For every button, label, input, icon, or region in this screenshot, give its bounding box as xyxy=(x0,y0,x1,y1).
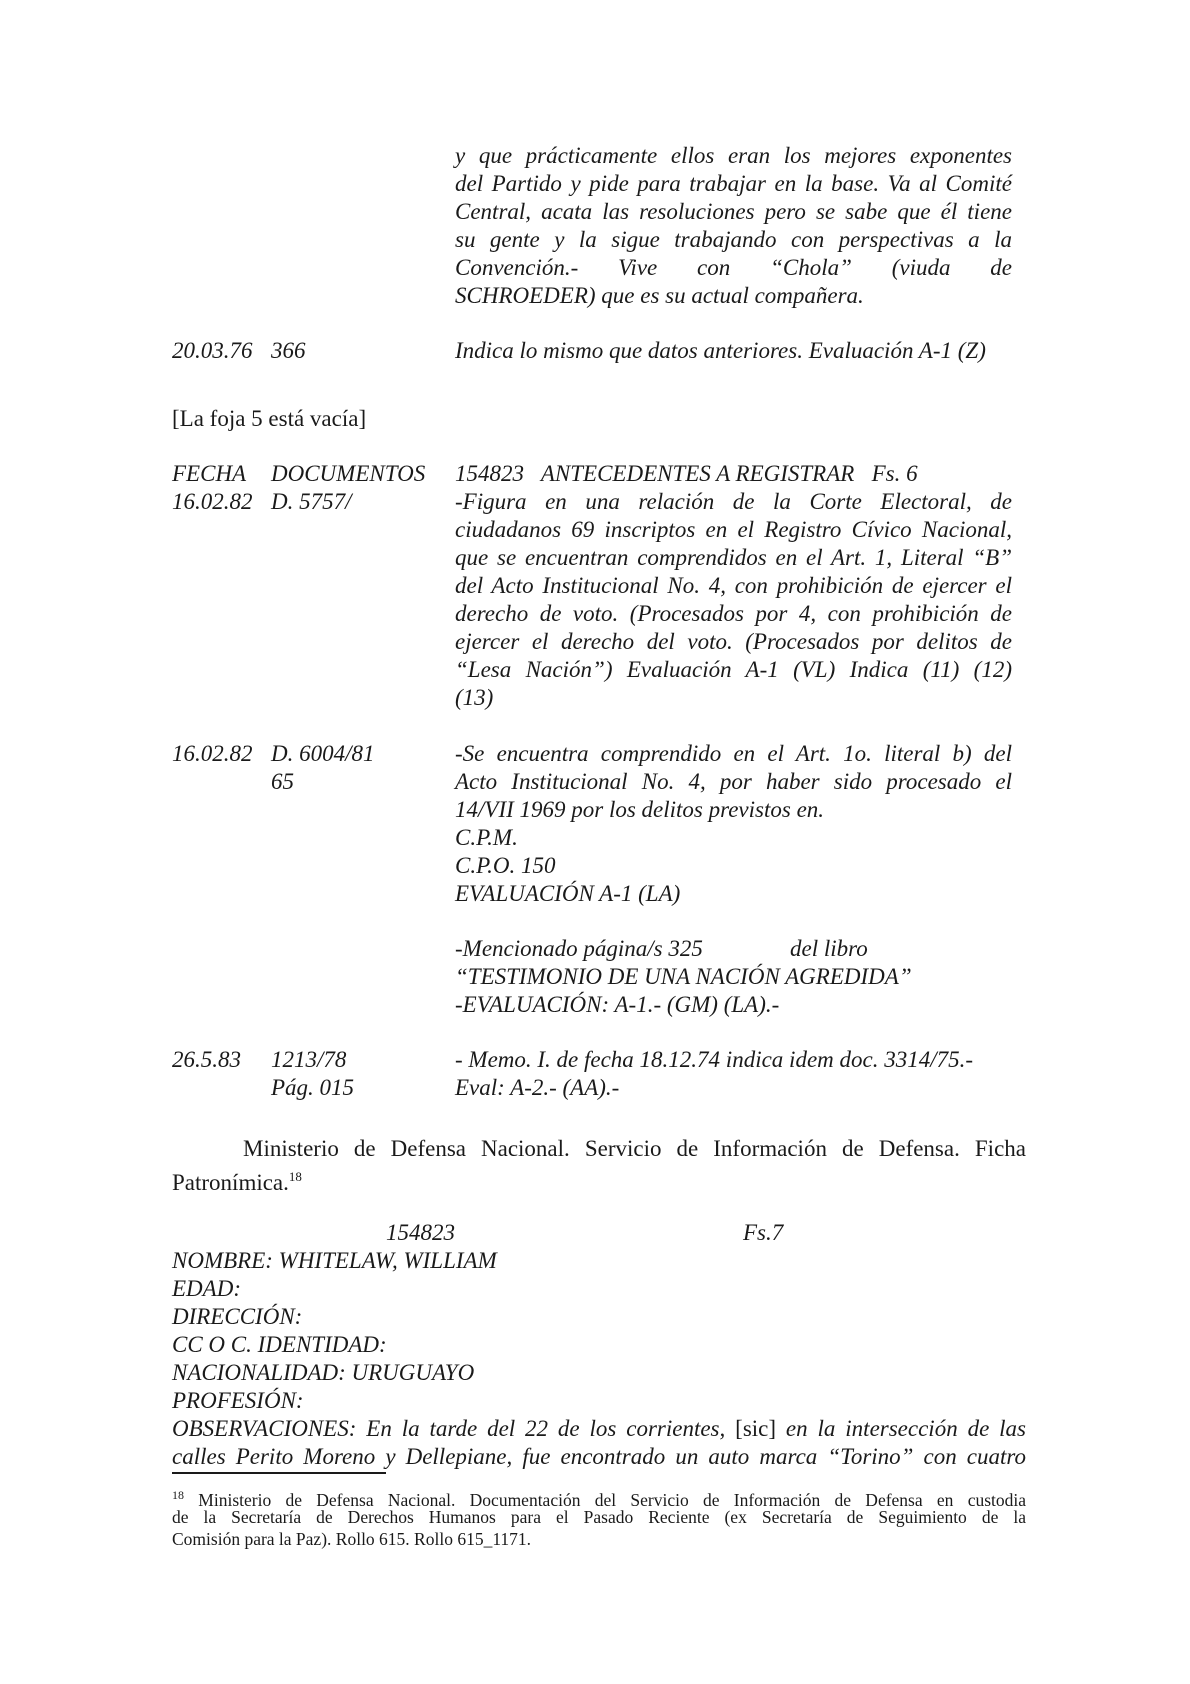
field-nombre: NOMBRE: WHITELAW, WILLIAM xyxy=(172,1248,497,1273)
text-line: Central, acata las resoluciones pero se sabe que él tiene xyxy=(455,199,1012,224)
entry-date: 20.03.76 xyxy=(172,338,253,363)
entry-text: Indica lo mismo que datos anteriores. Evaluación A-1 (Z) xyxy=(455,338,986,363)
entry-text xyxy=(455,740,1012,824)
text-line: derecho de voto. (Procesados por 4, con prohibición de xyxy=(455,601,1012,626)
evaluation: -EVALUACIÓN: A-1.- (GM) (LA).- xyxy=(455,992,780,1017)
text-line: Convención.- Vive con “Chola” (viuda de xyxy=(455,255,1012,280)
text-line xyxy=(172,1163,1026,1195)
field-observaciones xyxy=(172,1415,1026,1471)
field-edad: EDAD: xyxy=(172,1276,241,1301)
entry-document: D. 5757/ xyxy=(271,489,352,514)
ficha-folio: Fs.7 xyxy=(743,1220,784,1245)
entry-text xyxy=(455,488,1012,712)
body-paragraph xyxy=(172,1135,1026,1195)
text-fragment: Ministerio de Defensa Nacional. Documentación del Servicio de Información de Defensa en custodia xyxy=(198,1490,1027,1510)
text-line: -Se encuentra comprendido en el Art. 1o. literal b) del xyxy=(455,741,1012,766)
text-line: del Partido y pide para trabajar en la base. Va al Comité xyxy=(455,171,1012,196)
foja-note: [La foja 5 está vacía] xyxy=(172,406,367,431)
text-line: (13) xyxy=(455,685,494,710)
text-fragment: en la intersección de las xyxy=(785,1416,1027,1441)
text-fragment: OBSERVACIONES: En la tarde del 22 de los corrientes, xyxy=(172,1416,726,1441)
entry-date: 16.02.82 xyxy=(172,489,253,514)
text-line: 14/VII 1969 por los delitos previstos en. xyxy=(455,797,825,822)
text-line: que se encuentran comprendidos en el Art. 1, Literal “B” xyxy=(455,545,1012,570)
entry-text: - Memo. I. de fecha 18.12.74 indica idem doc. 3314/75.- xyxy=(455,1047,974,1072)
text-line: Acto Institucional No. 4, por haber sido procesado el xyxy=(455,769,1012,794)
field-profesion: PROFESIÓN: xyxy=(172,1388,304,1413)
column-header-fecha: FECHA xyxy=(172,461,247,486)
text-line: “Lesa Nación”) Evaluación A-1 (VL) Indica (11) (12) xyxy=(455,657,1012,682)
field-identidad: CC O C. IDENTIDAD: xyxy=(172,1332,387,1357)
text-line: ciudadanos 69 inscriptos en el Registro Cívico Nacional, xyxy=(455,517,1012,542)
entry-date: 26.5.83 xyxy=(172,1047,241,1072)
footnote xyxy=(172,1484,1026,1550)
text-line: SCHROEDER) que es su actual compañera. xyxy=(455,283,864,308)
field-direccion: DIRECCIÓN: xyxy=(172,1304,303,1329)
code-cpo: C.P.O. 150 xyxy=(455,853,556,878)
evaluation: EVALUACIÓN A-1 (LA) xyxy=(455,881,681,906)
text-line: ejercer el derecho del voto. (Procesados por delitos de xyxy=(455,629,1012,654)
text-line: su gente y la sigue trabajando con perspectivas a la xyxy=(455,227,1012,252)
text-line: de la Secretaría de Derechos Humanos para el Pasado Reciente (ex Secretaría de Seguimiento de la xyxy=(172,1507,1026,1527)
entry-document-number: 65 xyxy=(271,769,294,794)
entry-document: 1213/78 xyxy=(271,1047,347,1072)
sic-mark: [sic] xyxy=(735,1416,777,1441)
footnote-separator xyxy=(172,1472,386,1474)
text-line: -Figura en una relación de la Corte Electoral, de xyxy=(455,489,1012,514)
text-line: calles Perito Moreno y Dellepiane, fue encontrado un auto marca “Torino” con cuatro xyxy=(172,1444,1026,1469)
text-line: del Acto Institucional No. 4, con prohibición de ejercer el xyxy=(455,573,1012,598)
text-fragment: Patronímica. xyxy=(172,1170,289,1195)
text-line: y que prácticamente ellos eran los mejores exponentes xyxy=(455,143,1012,168)
entry-document: 366 xyxy=(271,338,306,363)
text-line: Comisión para la Paz). Rollo 615. Rollo 615_1171. xyxy=(172,1529,532,1549)
footnote-reference: 18 xyxy=(288,1169,302,1184)
text-line xyxy=(172,1415,1026,1443)
entry-date: 16.02.82 xyxy=(172,741,253,766)
text-line: Ministerio de Defensa Nacional. Servicio de Información de Defensa. Ficha xyxy=(243,1136,1026,1161)
column-header-documentos: DOCUMENTOS xyxy=(271,461,426,486)
mention-page: -Mencionado página/s 325 xyxy=(455,936,703,961)
code-cpm: C.P.M. xyxy=(455,825,518,850)
ficha-number: 154823 xyxy=(386,1220,455,1245)
mention-book: del libro xyxy=(790,936,868,961)
entry-text: Eval: A-2.- (AA).- xyxy=(455,1075,620,1100)
book-title: “TESTIMONIO DE UNA NACIÓN AGREDIDA” xyxy=(455,964,912,989)
text-line xyxy=(172,1484,1027,1510)
field-nacionalidad: NACIONALIDAD: URUGUAYO xyxy=(172,1360,475,1385)
continuation-paragraph xyxy=(455,142,1012,310)
section-title: 154823 ANTECEDENTES A REGISTRAR Fs. 6 xyxy=(455,461,918,486)
entry-document: D. 6004/81 xyxy=(271,741,375,766)
entry-page: Pág. 015 xyxy=(271,1075,355,1100)
footnote-number: 18 xyxy=(172,1488,184,1502)
